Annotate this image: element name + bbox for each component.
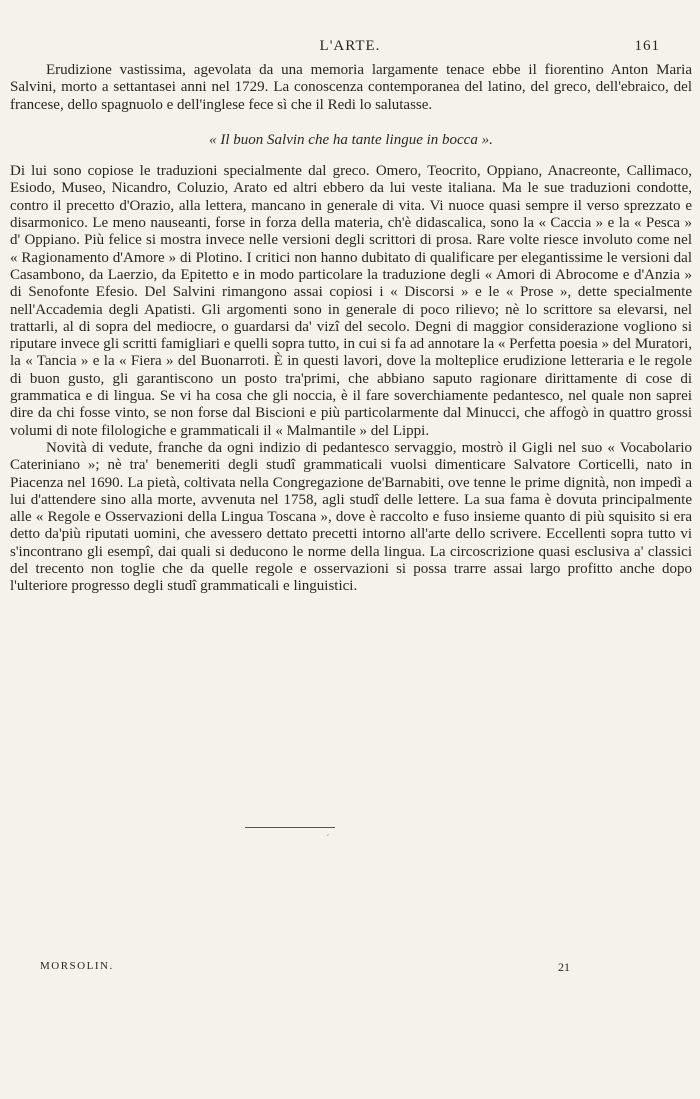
paragraph-salvini-intro: Erudizione vastissima, agevolata da una memoria largamente tenace ebbe il fiorentino Anton Maria Salvini, morto a settantasei anni nel 1729. La conoscenza contemporanea del latino, del greco, dell'ebraico, del francese, dello spagnuolo e dell'inglese fece sì che il Redi lo salutasse. (10, 62, 692, 113)
signature-mark: 21 (558, 960, 570, 974)
paragraph-salvini-translations: Di lui sono copiose le traduzioni specialmente dal greco. Omero, Teocrito, Oppiano, Anacreonte, Callimaco, Esiodo, Museo, Nicandro, Coluzio, Arato ed altri ebbero da lui veste italiana. Ma le sue traduzioni condotte, contro il precetto d'Orazio, alla lettera, mancano in generale di vita. Vi nuoce quasi sempre il verso sprezzato e disarmonico. Le meno nauseanti, forse in forza della materia, ch'è didascalica, sono la « Caccia » e la « Pesca » d' Oppiano. Più felice si mostra invece nelle versioni degli scrittori di prosa. Rare volte riesce involuto come nel « Ragionamento d'Amore » di Plotino. I critici non hanno dubitato di qualificare per elegantissime le versioni dal Casambono, da Laerzio, da Epitetto e in modo particolare la traduzione degli « Amori di Abrocome e d'Anzia » di Senofonte Efesio. Del Salvini rimangono assai copiosi i « Discorsi » e le « Prose », dette specialmente nell'Accademia degli Apatisti. Gli argomenti sono in generale di poco rilievo; nè lo scrittore sa elevarsi, nel trattarli, al di sopra del mediocre, o guardarsi da' vizî del secolo. Degni di maggior considerazione vogliono si riputare invece gli scritti famigliari e quelli sopra tutto, in cui si fa ad annotare la « Perfetta poesia » del Muratori, la « Tancia » e la « Fiera » del Buonarroti. È in questi lavori, dove la molteplice erudizione letteraria e le regole di buon gusto, gli garantiscono un posto tra'primi, che abbiano saputo ragionare dirittamente di cose di grammatica e di lingua. Se vi ha cosa che gli noccia, è il fare soverchiamente pedantesco, nel quale non saprei dire da chi fosse vinto, se non forse dal Biscioni e più particolarmente dal Minucci, che affogò in quattro grossi volumi di note filologiche e grammaticali il « Malmantile » del Lippi. (10, 163, 692, 439)
body-text (10, 62, 692, 596)
page-footer (40, 960, 570, 972)
footer-author: MORSOLIN. (40, 960, 114, 972)
paragraph-gigli-corticelli: Novità di vedute, franche da ogni indizio di pedantesco servaggio, mostrò il Gigli nel suo « Vocabolario Cateriniano »; nè tra' benemeriti degli studî grammaticali vuolsi dimenticare Salvatore Corticelli, nato in Piacenza nel 1690. La pietà, coltivata nella Congregazione de'Barnabiti, ove tenne le prime dignità, non impedì a lui d'attendere sino alla morte, avvenuta nel 1758, agli studî delle lettere. La sua fama è dovuta principalmente alle « Regole e Osservazioni della Lingua Toscana », dove è raccolto e fuso insieme quanto di più squisito si era detto da'più riputati uomini, che avessero dettato precetti intorno all'arte dello scrivere. Eccellenti sopra tutto vi s'incontrano gli esempî, dai quali si deducono le norme della lingua. La circoscrizione quasi esclusiva a' classici del trecento non toglie che da quelle regole e osservazioni si possa trarre assai largo profitto anche dopo l'ulteriore progresso degli studî grammaticali e linguistici. (10, 439, 692, 595)
page-number: 161 (634, 38, 660, 54)
running-title: L'ARTE. (319, 38, 381, 54)
section-end-rule (245, 827, 335, 828)
verse-quote: « Il buon Salvin che ha tante lingue in bocca ». (209, 131, 493, 148)
rule-mark: ´ (326, 833, 330, 845)
